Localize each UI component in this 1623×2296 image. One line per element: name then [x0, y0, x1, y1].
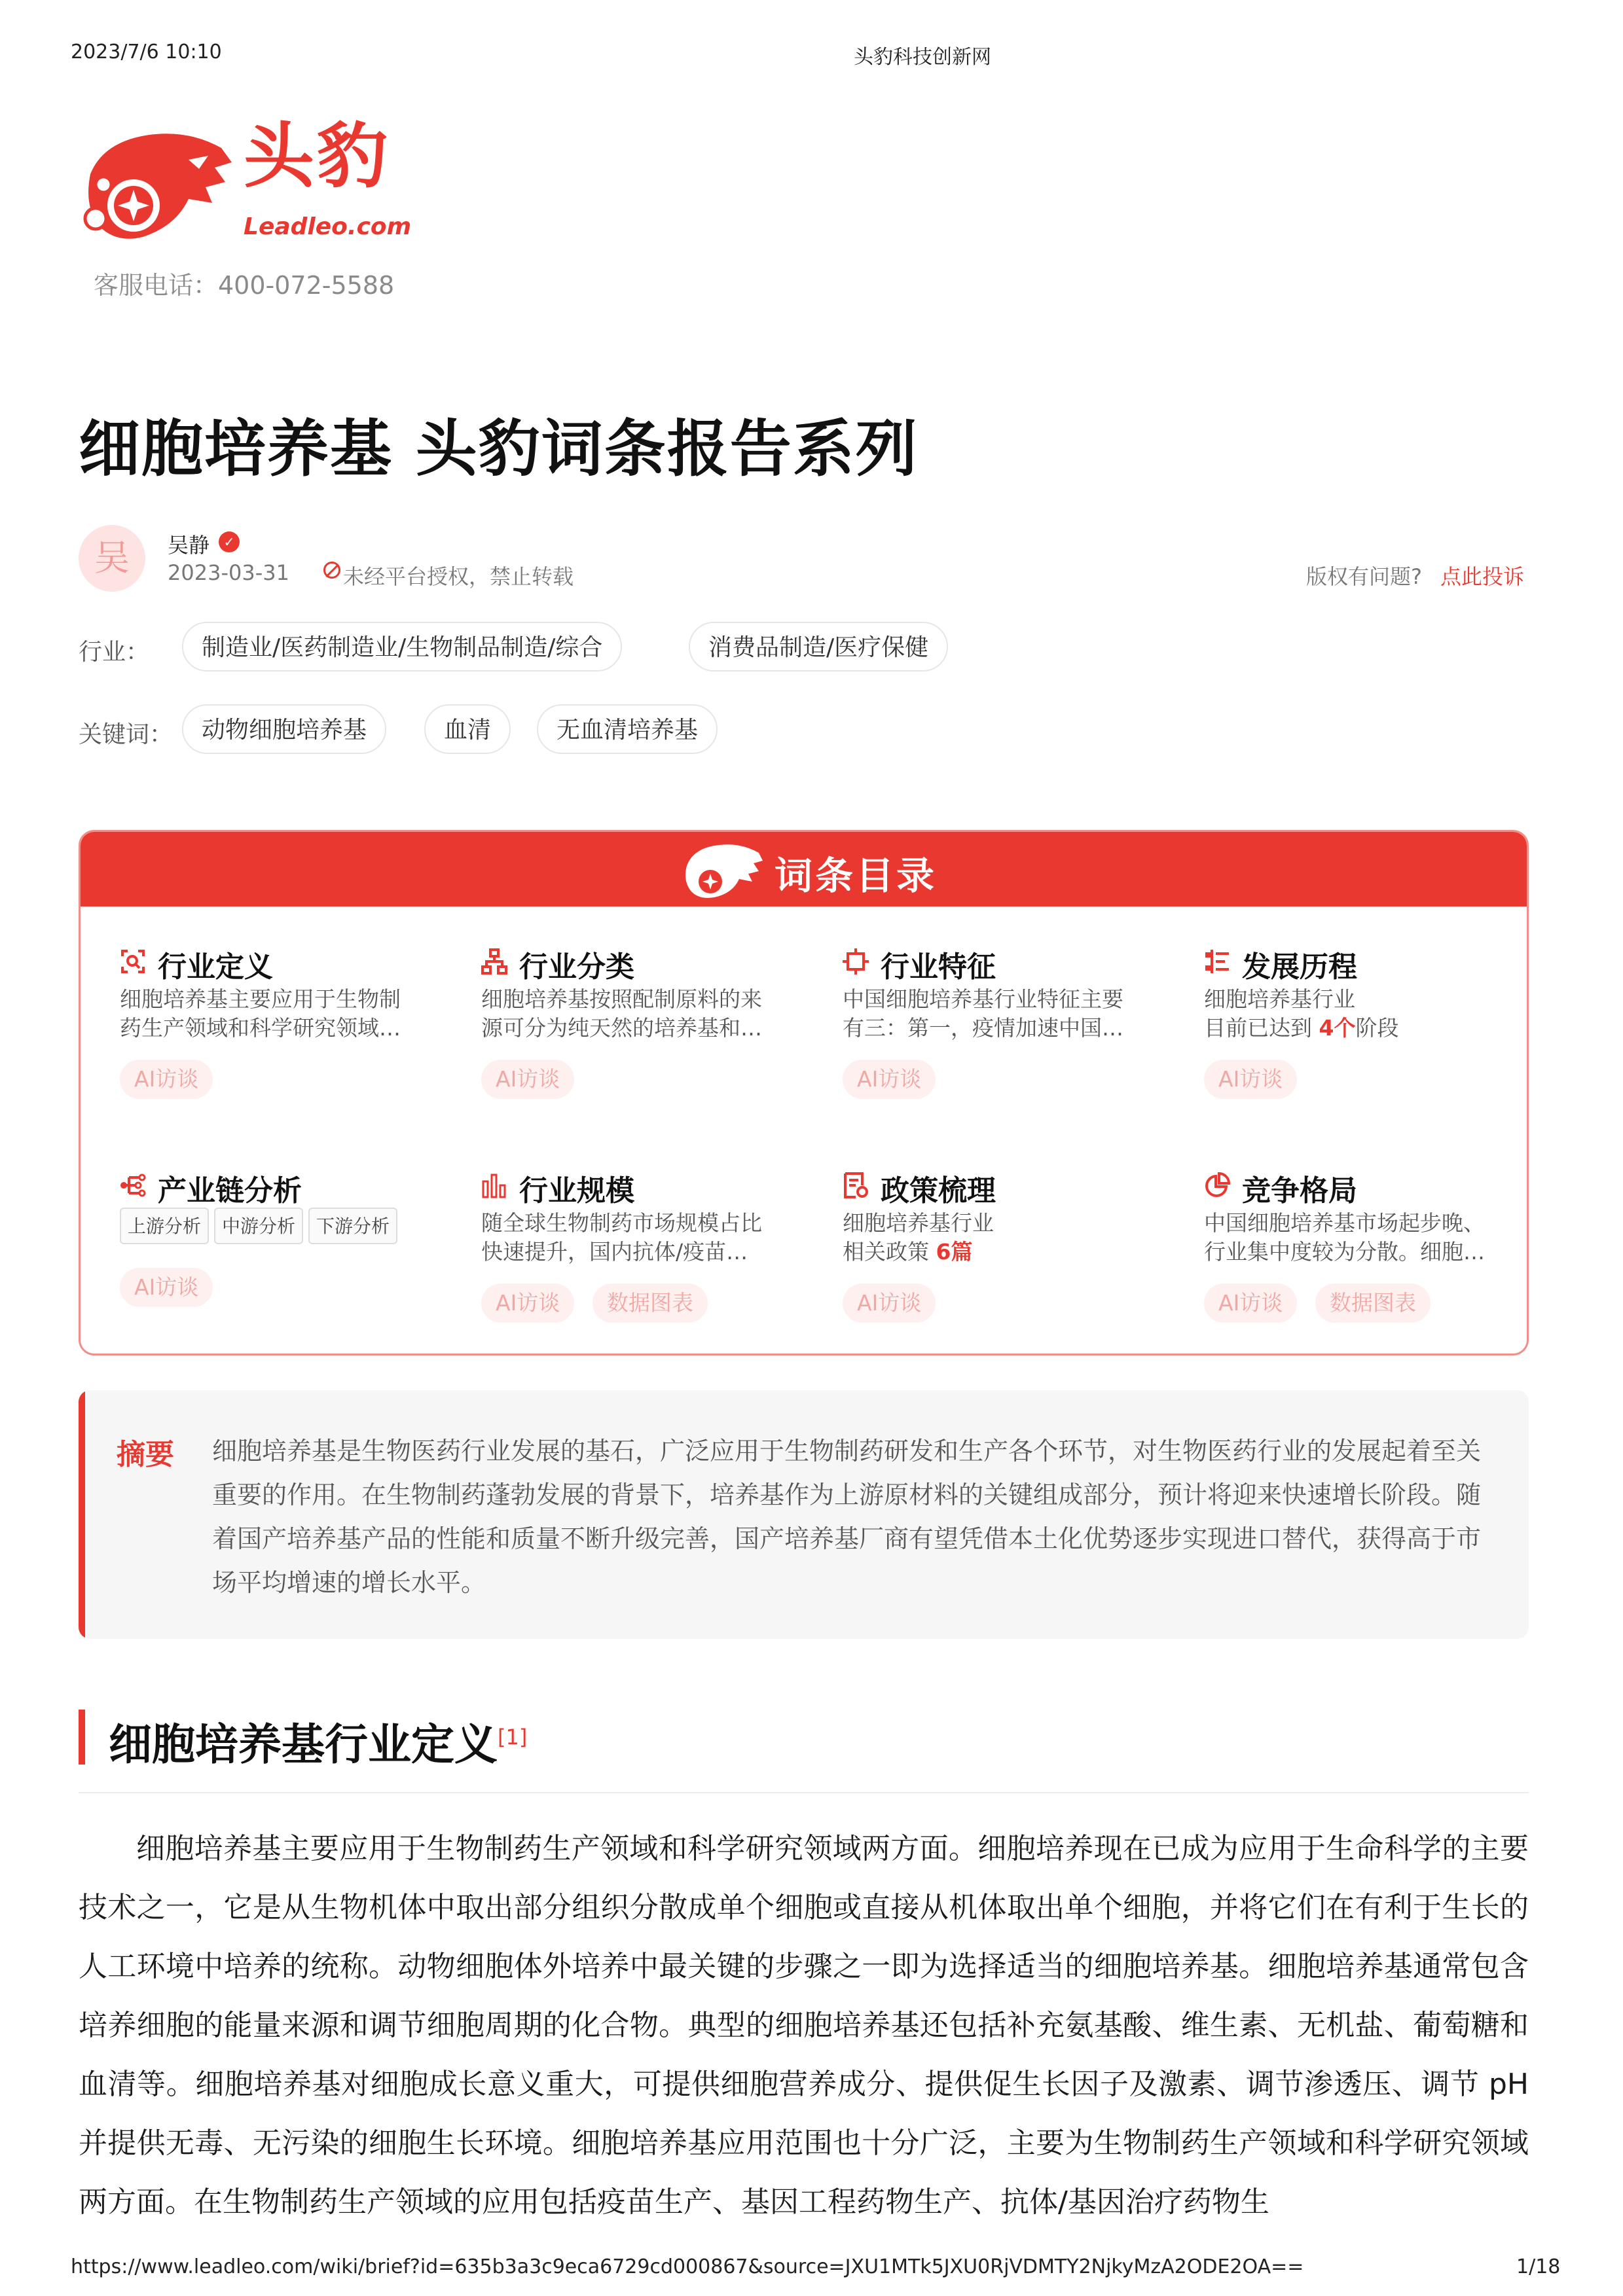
industry-tag[interactable]: 消费品制造/医疗保健 — [689, 622, 948, 672]
repost-notice: 未经平台授权，禁止转载 — [343, 564, 574, 589]
section-divider — [79, 1792, 1529, 1793]
ai-interview-button[interactable]: AI访谈 — [1204, 1283, 1297, 1323]
print-footer-url: https://www.leadleo.com/wiki/brief?id=635b3a3c9eca6729cd000867&source=JXU1MTk5JXU0RjVDMTY2NjkyMzA2ODE2OA== — [71, 2255, 1304, 2278]
section-body-text: 细胞培养基主要应用于生物制药生产领域和科学研究领域两方面。细胞培养现在已成为应用于生命科学的主要技术之一，它是从生物机体中取出部分组织分散成单个细胞或直接从机体取出单个细胞，并将它们在有利于生长的人工环境中培养的统称。动物细胞体外培养中最关键的步骤之一即为选择适当的细胞培养基。细胞培养基通常包含培养细胞的能量来源和调节细胞周期的化合物。典型的细胞培养基还包括补充氨基酸、维生素、无机盐、葡萄糖和血清等。细胞培养基对细胞成长意义重大，可提供细胞营养成分、提供促生长因子及激素、调节渗透压、调节 pH 并提供无毒、无污染的细胞生长环境。细胞培养基应用范围也十分广泛，主要为生物制药生产领域和科学研究领域两方面。在生物制药生产领域的应用包括疫苗生产、基因工程药物生产、抗体/基因治疗药物生 — [79, 1832, 1529, 2219]
ai-interview-button[interactable]: AI访谈 — [1204, 1060, 1297, 1099]
document-icon — [843, 1172, 869, 1201]
policy-prefix: 相关政策 — [843, 1239, 936, 1265]
ai-interview-button[interactable]: AI访谈 — [843, 1060, 936, 1099]
bar-chart-icon — [481, 1172, 507, 1201]
toc-cell-heading: 发展历程 — [1242, 950, 1357, 984]
logo-domain: Leadleo.com — [244, 213, 412, 240]
abstract-label: 摘要 — [117, 1438, 174, 1471]
toc-cell-summary-line2 — [1204, 1014, 1505, 1043]
page-title: 细胞培养基 头豹词条报告系列 — [79, 414, 919, 485]
toc-cell-summary: 中国细胞培养基行业特征主要有三：第一，疫情加速中国… — [843, 986, 1123, 1041]
copyright-question: 版权有问题? — [1306, 564, 1422, 589]
author-name[interactable]: 吴静 — [168, 533, 210, 558]
table-of-contents — [79, 830, 1529, 1355]
toc-cell-heading: 行业规模 — [519, 1174, 634, 1208]
ai-interview-button[interactable]: AI访谈 — [120, 1268, 213, 1307]
logo-wordmark: 头豹 — [244, 116, 391, 198]
timeline-icon — [1204, 948, 1230, 977]
upstream-analysis-button[interactable]: 上游分析 — [120, 1208, 209, 1244]
industry-label: 行业： — [79, 639, 150, 666]
keyword-tag[interactable]: 无血清培养基 — [537, 704, 718, 754]
toc-cell-heading: 行业定义 — [158, 950, 273, 984]
keyword-tag[interactable]: 血清 — [424, 704, 511, 754]
print-datetime: 2023/7/6 10:10 — [71, 41, 222, 63]
toc-cell-summary: 细胞培养基主要应用于生物制药生产领域和科学研究领域… — [120, 986, 401, 1041]
leopard-logo-icon — [680, 838, 765, 901]
section-title — [109, 1710, 527, 1772]
toc-cell-summary: 细胞培养基按照配制原料的来源可分为纯天然的培养基和… — [481, 986, 762, 1041]
toc-title: 词条目录 — [775, 853, 938, 898]
footnote-ref-link[interactable]: [1] — [498, 1725, 528, 1749]
policy-count: 6篇 — [936, 1239, 973, 1265]
search-doc-icon — [120, 948, 146, 977]
midstream-analysis-button[interactable]: 中游分析 — [214, 1208, 303, 1244]
print-site-title: 头豹科技创新网 — [854, 46, 991, 69]
toc-cell-heading: 产业链分析 — [158, 1174, 302, 1208]
section-title-text: 细胞培养基行业定义 — [109, 1719, 498, 1770]
ai-interview-button[interactable]: AI访谈 — [843, 1283, 936, 1323]
data-chart-button[interactable]: 数据图表 — [593, 1283, 708, 1323]
industry-tag[interactable]: 制造业/医药制造业/生物制品制造/综合 — [182, 622, 622, 672]
page-number: 1/18 — [1516, 2255, 1561, 2278]
toc-header-bar — [81, 832, 1527, 906]
ai-interview-button[interactable]: AI访谈 — [120, 1060, 213, 1099]
ai-interview-button[interactable]: AI访谈 — [481, 1283, 574, 1323]
toc-cell-heading: 行业分类 — [519, 950, 634, 984]
publish-date: 2023-03-31 — [168, 560, 289, 585]
customer-service-hotline: 客服电话：400-072-5588 — [94, 271, 395, 300]
stage-count: 4个 — [1319, 1015, 1356, 1041]
forbidden-icon — [323, 562, 340, 579]
toc-cell-summary-line1: 细胞培养基行业 — [843, 1210, 994, 1236]
toc-cell-summary: 随全球生物制药市场规模占比快速提升，国内抗体/疫苗… — [481, 1210, 762, 1265]
target-icon — [843, 948, 869, 977]
stage-prefix: 目前已达到 — [1204, 1015, 1319, 1041]
flow-icon — [120, 1172, 146, 1201]
downstream-analysis-button[interactable]: 下游分析 — [308, 1208, 397, 1244]
abstract-text: 细胞培养基是生物医药行业发展的基石，广泛应用于生物制药研发和生产各个环节，对生物医药行业的发展起着至关重要的作用。在生物制药蓬勃发展的背景下，培养基作为上游原材料的关键组成部分，预计将迎来快速增长阶段。随着国产培养基产品的性能和质量不断升级完善，国产培养基厂商有望凭借本土化优势逐步实现进口替代，获得高于市场平均增速的增长水平。 — [212, 1437, 1482, 1597]
toc-cell-heading: 行业特征 — [881, 950, 996, 984]
report-link[interactable]: 点此投诉 — [1440, 564, 1525, 589]
abstract-accent-bar — [79, 1390, 85, 1639]
abstract-box — [79, 1390, 1529, 1639]
avatar: 吴 — [79, 525, 145, 592]
stage-suffix: 阶段 — [1355, 1015, 1399, 1041]
ai-interview-button[interactable]: AI访谈 — [481, 1060, 574, 1099]
data-chart-button[interactable]: 数据图表 — [1315, 1283, 1431, 1323]
section-accent-bar — [79, 1710, 85, 1765]
toc-cell-summary-line2 — [843, 1238, 1144, 1266]
hierarchy-icon — [481, 948, 507, 977]
toc-cell-heading: 竞争格局 — [1242, 1174, 1357, 1208]
pie-chart-icon — [1204, 1172, 1230, 1201]
toc-cell-summary-line1: 细胞培养基行业 — [1204, 986, 1355, 1012]
keyword-tag[interactable]: 动物细胞培养基 — [182, 704, 386, 754]
leopard-logo-icon — [77, 122, 234, 246]
toc-cell-summary: 中国细胞培养基市场起步晚、行业集中度较为分散。细胞… — [1204, 1210, 1485, 1265]
keywords-label: 关键词： — [79, 721, 173, 748]
toc-cell-heading: 政策梳理 — [881, 1174, 996, 1208]
verified-badge-icon: ✓ — [219, 531, 240, 552]
